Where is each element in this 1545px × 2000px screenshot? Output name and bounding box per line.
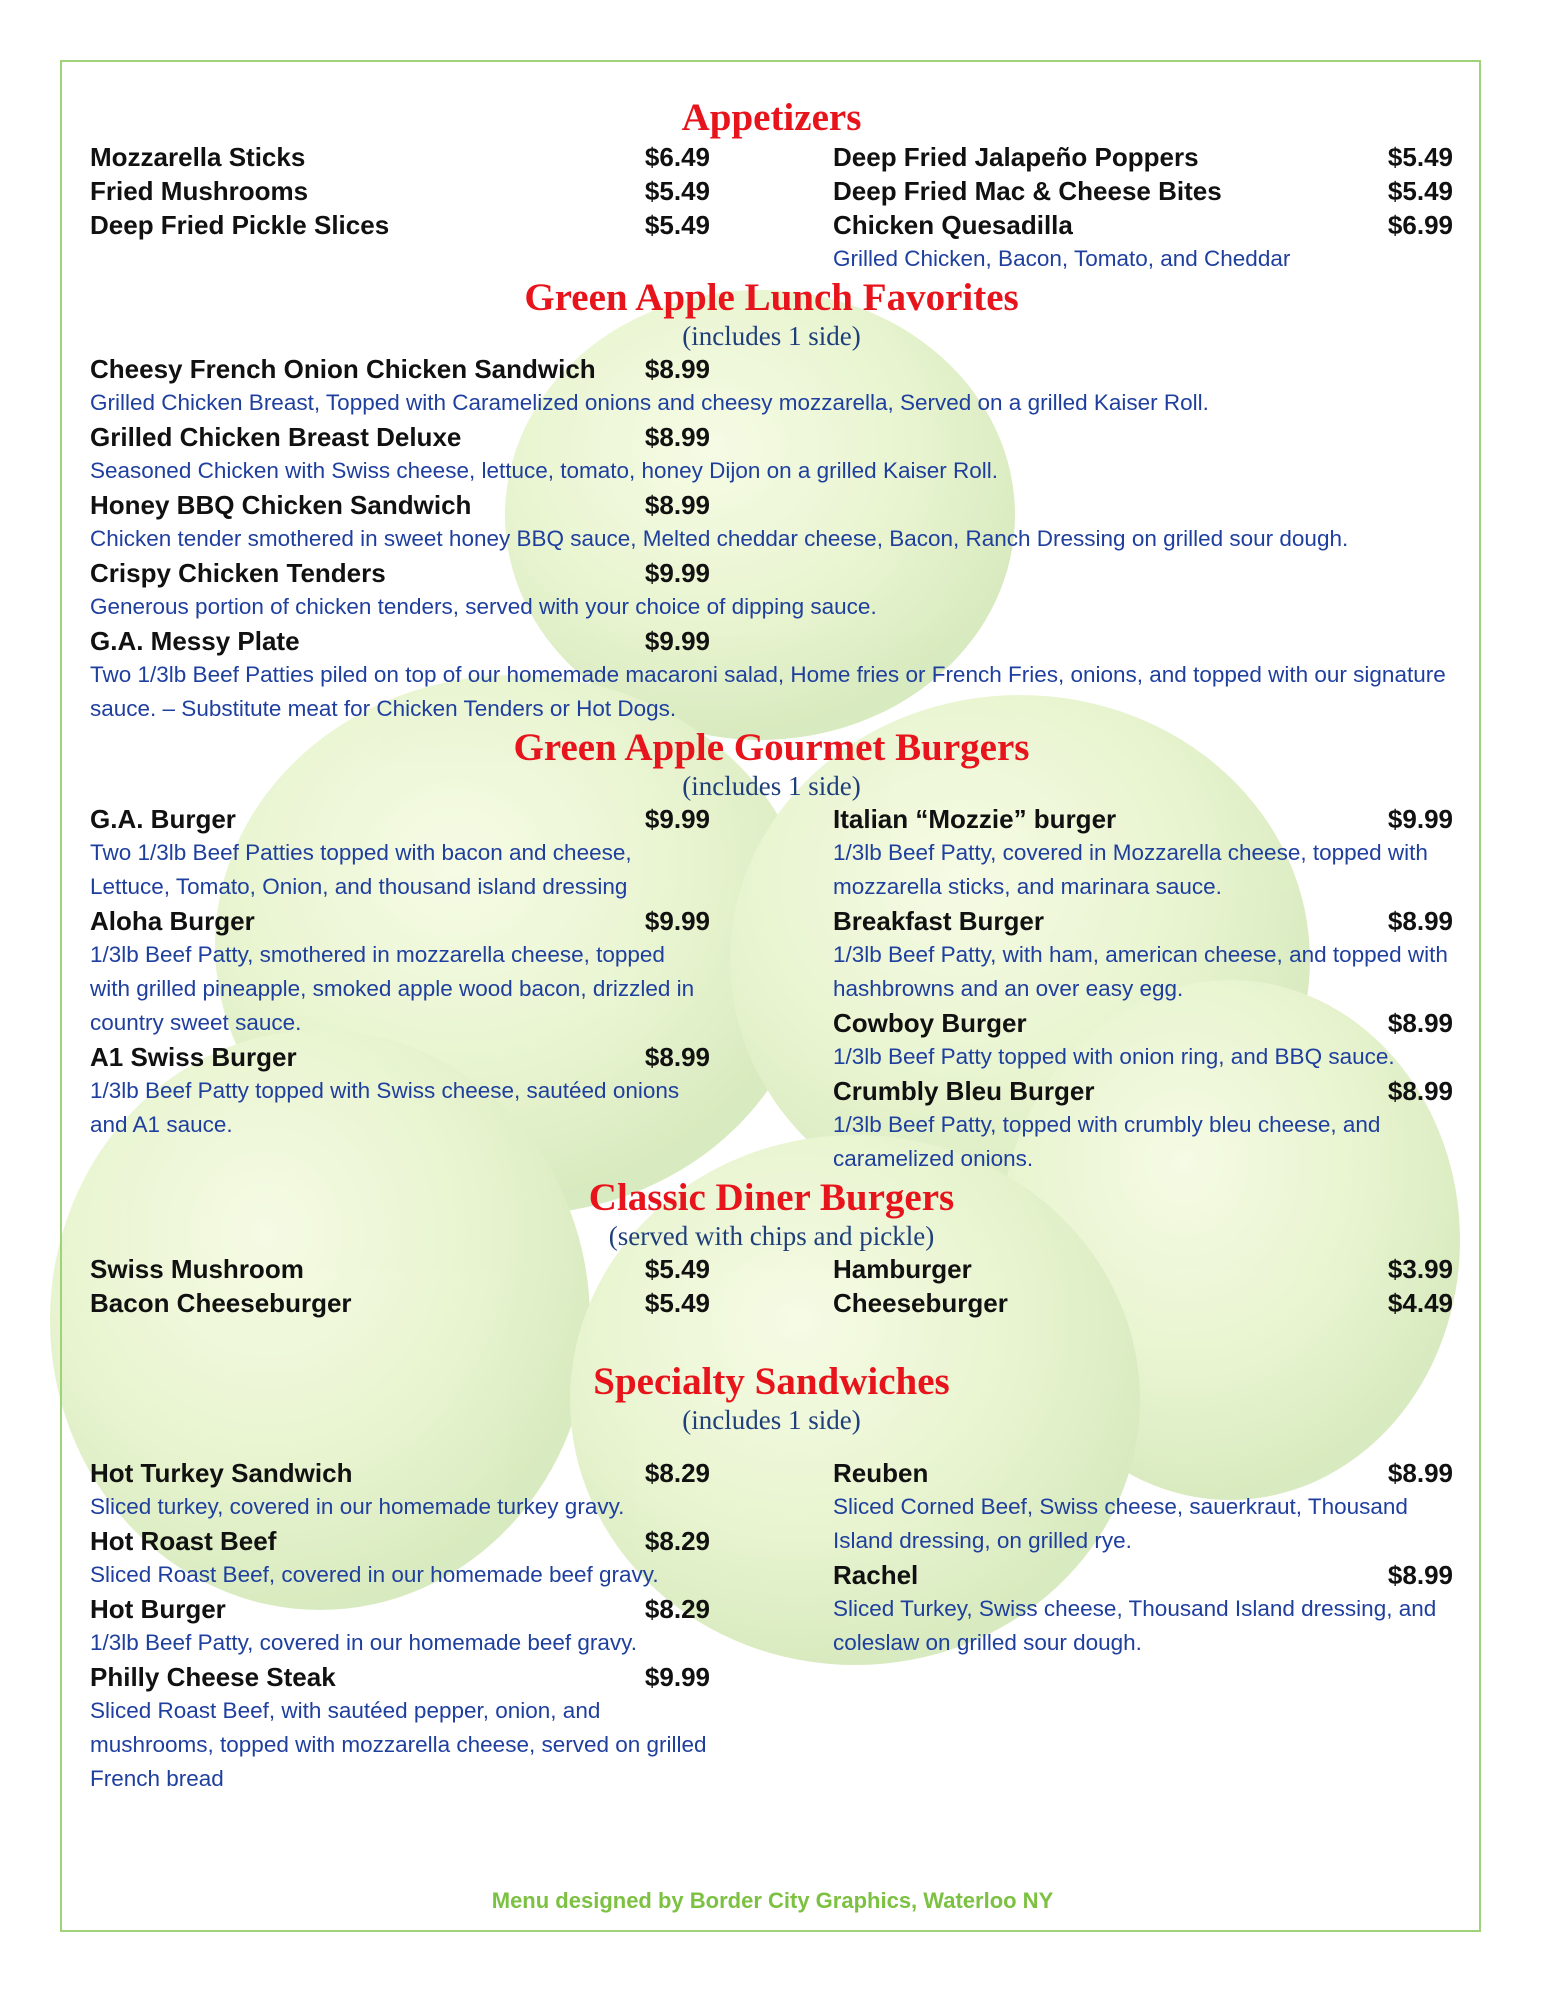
- item-name: Mozzarella Sticks: [90, 142, 306, 172]
- menu-item: [833, 1456, 1453, 1490]
- item-name: Grilled Chicken Breast Deluxe: [90, 422, 462, 452]
- section-subtitle-diner: (served with chips and pickle): [608, 1221, 935, 1251]
- item-price: $5.49: [644, 176, 710, 206]
- item-price: $8.99: [1387, 1458, 1453, 1488]
- menu-item: [833, 1006, 1453, 1040]
- item-price: $8.99: [1387, 1560, 1453, 1590]
- item-price: $8.99: [644, 422, 710, 452]
- item-name: G.A. Messy Plate: [90, 626, 300, 656]
- item-price: $9.99: [644, 804, 710, 834]
- diner-columns: [90, 1252, 1453, 1320]
- item-name: Crispy Chicken Tenders: [90, 558, 386, 588]
- spacer: [90, 1436, 1453, 1456]
- menu-item: [833, 1252, 1453, 1286]
- item-price: $8.99: [644, 354, 710, 384]
- item-description: Generous portion of chicken tenders, served with your choice of dipping sauce.: [90, 594, 877, 619]
- item-description: Sliced Roast Beef, with sautéed pepper, onion, and mushrooms, topped with mozzarella cheese, served on grilled French bread: [90, 1698, 707, 1791]
- item-name: Italian “Mozzie” burger: [833, 804, 1117, 834]
- section-subtitle-gourmet: (includes 1 side): [682, 771, 861, 801]
- menu-item: [833, 1074, 1453, 1108]
- item-price: $5.49: [644, 1288, 710, 1318]
- menu-item: [90, 1524, 710, 1558]
- item-name: Cowboy Burger: [833, 1008, 1027, 1038]
- item-price: $9.99: [644, 626, 710, 656]
- item-description: Sliced turkey, covered in our homemade turkey gravy.: [90, 1494, 625, 1519]
- appetizers-left: [90, 140, 710, 276]
- item-name: Hamburger: [833, 1254, 972, 1284]
- menu-content: [90, 96, 1453, 1796]
- sandwiches-right: [833, 1456, 1453, 1796]
- section-subtitle-sandwiches: (includes 1 side): [682, 1405, 861, 1435]
- item-name: Philly Cheese Steak: [90, 1662, 336, 1692]
- item-name: Deep Fried Mac & Cheese Bites: [833, 176, 1222, 206]
- menu-item: [833, 802, 1453, 836]
- item-description: Sliced Turkey, Swiss cheese, Thousand Island dressing, and coleslaw on grilled sour dough.: [833, 1596, 1437, 1655]
- menu-item: [833, 174, 1453, 208]
- item-price: $9.99: [644, 558, 710, 588]
- menu-item: [90, 1592, 710, 1626]
- item-name: Hot Roast Beef: [90, 1526, 277, 1556]
- item-name: G.A. Burger: [90, 804, 236, 834]
- item-name: A1 Swiss Burger: [90, 1042, 297, 1072]
- item-price: $4.49: [1387, 1288, 1453, 1318]
- item-name: Deep Fried Jalapeño Poppers: [833, 142, 1199, 172]
- item-description: Grilled Chicken, Bacon, Tomato, and Cheddar: [833, 246, 1291, 271]
- menu-item: [833, 140, 1453, 174]
- menu-item: [833, 208, 1453, 242]
- menu-item: [90, 624, 710, 658]
- section-title-sandwiches: Specialty Sandwiches: [593, 1360, 950, 1403]
- item-price: $5.49: [644, 210, 710, 240]
- item-name: Cheesy French Onion Chicken Sandwich: [90, 354, 596, 384]
- gourmet-left: [90, 802, 710, 1176]
- menu-item: [90, 174, 710, 208]
- menu-item: [833, 1286, 1453, 1320]
- item-description: Sliced Roast Beef, covered in our homemade beef gravy.: [90, 1562, 659, 1587]
- section-subtitle-lunch: (includes 1 side): [682, 321, 861, 351]
- menu-item: [833, 1558, 1453, 1592]
- section-title-diner: Classic Diner Burgers: [588, 1176, 955, 1219]
- item-price: $8.99: [644, 490, 710, 520]
- item-price: $8.29: [644, 1458, 710, 1488]
- item-description: 1/3lb Beef Patty, with ham, american cheese, and topped with hashbrowns and an over easy egg.: [833, 942, 1448, 1001]
- item-price: $5.49: [644, 1254, 710, 1284]
- diner-right: [833, 1252, 1453, 1320]
- menu-item: [90, 488, 710, 522]
- item-price: $5.49: [1387, 176, 1453, 206]
- menu-item: [90, 140, 710, 174]
- item-name: Aloha Burger: [90, 906, 255, 936]
- item-price: $9.99: [644, 906, 710, 936]
- item-name: Cheeseburger: [833, 1288, 1008, 1318]
- item-price: $9.99: [644, 1662, 710, 1692]
- menu-item: [90, 1456, 710, 1490]
- item-name: Swiss Mushroom: [90, 1254, 304, 1284]
- sandwiches-columns: [90, 1456, 1453, 1796]
- item-price: $6.49: [644, 142, 710, 172]
- item-name: Rachel: [833, 1560, 919, 1590]
- item-description: 1/3lb Beef Patty, topped with crumbly bleu cheese, and caramelized onions.: [833, 1112, 1381, 1171]
- item-description: Grilled Chicken Breast, Topped with Caramelized onions and cheesy mozzarella, Served on a grilled Kaiser Roll.: [90, 390, 1209, 415]
- menu-item: [833, 904, 1453, 938]
- item-price: $5.49: [1387, 142, 1453, 172]
- menu-item: [90, 420, 710, 454]
- item-description: 1/3lb Beef Patty, smothered in mozzarella cheese, topped with grilled pineapple, smoked apple wood bacon, drizzled in country sweet sauce.: [90, 942, 695, 1035]
- item-name: Bacon Cheeseburger: [90, 1288, 352, 1318]
- item-name: Crumbly Bleu Burger: [833, 1076, 1095, 1106]
- item-price: $8.99: [644, 1042, 710, 1072]
- item-name: Honey BBQ Chicken Sandwich: [90, 490, 472, 520]
- menu-item: [90, 802, 710, 836]
- item-description: Sliced Corned Beef, Swiss cheese, sauerkraut, Thousand Island dressing, on grilled rye.: [833, 1494, 1408, 1553]
- item-description: Chicken tender smothered in sweet honey BBQ sauce, Melted cheddar cheese, Bacon, Ranch Dressing on grilled sour dough.: [90, 526, 1349, 551]
- item-price: $8.29: [644, 1594, 710, 1624]
- section-title-appetizers: Appetizers: [681, 96, 862, 139]
- appetizers-right: [833, 140, 1453, 276]
- lunch-items: [90, 352, 1453, 726]
- item-price: $8.99: [1387, 1076, 1453, 1106]
- item-description: 1/3lb Beef Patty, covered in Mozzarella cheese, topped with mozzarella sticks, and marinara sauce.: [833, 840, 1428, 899]
- item-name: Breakfast Burger: [833, 906, 1044, 936]
- menu-item: [90, 1660, 710, 1694]
- item-name: Reuben: [833, 1458, 929, 1488]
- menu-item: [90, 904, 710, 938]
- menu-item: [90, 1286, 710, 1320]
- item-name: Fried Mushrooms: [90, 176, 309, 206]
- item-description: 1/3lb Beef Patty, covered in our homemade beef gravy.: [90, 1630, 637, 1655]
- menu-item: [90, 352, 710, 386]
- item-name: Hot Burger: [90, 1594, 226, 1624]
- item-description: 1/3lb Beef Patty topped with Swiss cheese, sautéed onions and A1 sauce.: [90, 1078, 680, 1137]
- item-price: $8.99: [1387, 1008, 1453, 1038]
- item-name: Hot Turkey Sandwich: [90, 1458, 353, 1488]
- menu-item: [90, 208, 710, 242]
- menu-item: [90, 1040, 710, 1074]
- section-title-lunch: Green Apple Lunch Favorites: [524, 276, 1019, 319]
- item-price: $8.99: [1387, 906, 1453, 936]
- item-price: $9.99: [1387, 804, 1453, 834]
- appetizers-columns: [90, 140, 1453, 276]
- item-price: $8.29: [644, 1526, 710, 1556]
- menu-item: [90, 1252, 710, 1286]
- item-description: Two 1/3lb Beef Patties piled on top of our homemade macaroni salad, Home fries or French Fries, onions, and topped with our signature sauce. – Substitute meat for Chicken Tenders or Hot Dogs.: [90, 662, 1446, 721]
- section-title-gourmet: Green Apple Gourmet Burgers: [513, 726, 1030, 769]
- sandwiches-left: [90, 1456, 710, 1796]
- item-name: Chicken Quesadilla: [833, 210, 1073, 240]
- item-name: Deep Fried Pickle Slices: [90, 210, 390, 240]
- item-price: $6.99: [1387, 210, 1453, 240]
- diner-left: [90, 1252, 710, 1320]
- gourmet-right: [833, 802, 1453, 1176]
- designer-credit: Menu designed by Border City Graphics, Waterloo NY: [491, 1888, 1054, 1913]
- menu-item: [90, 556, 710, 590]
- item-description: Seasoned Chicken with Swiss cheese, lettuce, tomato, honey Dijon on a grilled Kaiser Roll.: [90, 458, 998, 483]
- spacer: [90, 1320, 1453, 1360]
- item-price: $3.99: [1387, 1254, 1453, 1284]
- gourmet-columns: [90, 802, 1453, 1176]
- item-description: 1/3lb Beef Patty topped with onion ring, and BBQ sauce.: [833, 1044, 1395, 1069]
- item-description: Two 1/3lb Beef Patties topped with bacon and cheese, Lettuce, Tomato, Onion, and thousand island dressing: [90, 840, 632, 899]
